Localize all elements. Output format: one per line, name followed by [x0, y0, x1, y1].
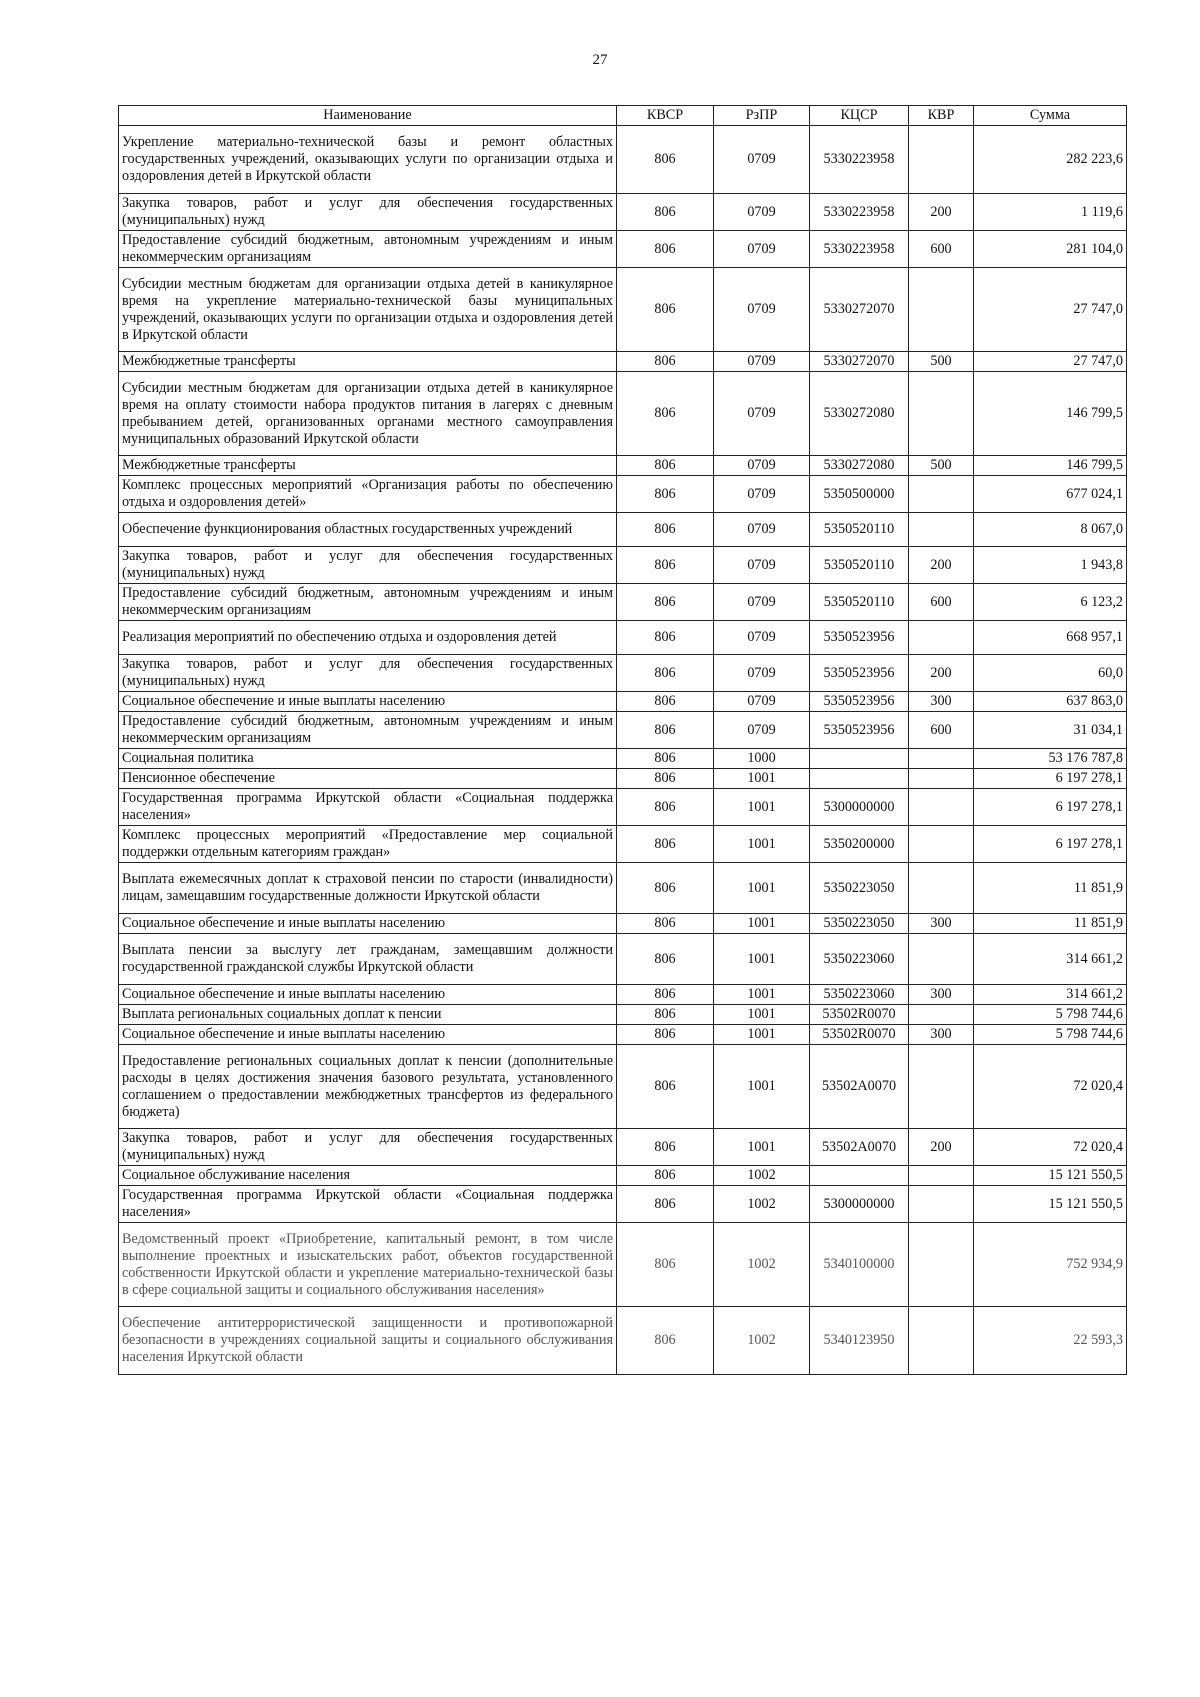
cell-kcsr — [810, 749, 909, 769]
cell-kvsr: 806 — [617, 1045, 714, 1129]
cell-sum: 314 661,2 — [974, 934, 1127, 985]
cell-sum: 53 176 787,8 — [974, 749, 1127, 769]
cell-rzpr: 1002 — [714, 1186, 810, 1223]
cell-kcsr: 5330223958 — [810, 194, 909, 231]
cell-sum: 27 747,0 — [974, 352, 1127, 372]
cell-kvsr: 806 — [617, 934, 714, 985]
cell-kvr: 600 — [909, 584, 974, 621]
cell-name: Субсидии местным бюджетам для организации отдыха детей в каникулярное время на оплату стоимости набора продуктов питания в лагерях с дневным пребыванием детей, организованных органами местного самоуправления муниципальных образований Иркутской области — [119, 372, 617, 456]
cell-kvsr: 806 — [617, 1025, 714, 1045]
table-row — [119, 749, 1127, 769]
cell-sum: 637 863,0 — [974, 692, 1127, 712]
cell-rzpr: 0709 — [714, 352, 810, 372]
cell-kcsr: 5350523956 — [810, 621, 909, 655]
cell-kvr — [909, 863, 974, 914]
cell-name: Социальное обеспечение и иные выплаты населению — [119, 692, 617, 712]
cell-kvsr: 806 — [617, 1166, 714, 1186]
cell-sum: 1 119,6 — [974, 194, 1127, 231]
table-row — [119, 1223, 1127, 1307]
cell-kcsr: 5350223060 — [810, 985, 909, 1005]
cell-name: Закупка товаров, работ и услуг для обеспечения государственных (муниципальных) нужд — [119, 1129, 617, 1166]
cell-kvr: 500 — [909, 456, 974, 476]
cell-sum: 677 024,1 — [974, 476, 1127, 513]
cell-sum: 72 020,4 — [974, 1045, 1127, 1129]
cell-rzpr: 1001 — [714, 789, 810, 826]
table-row — [119, 769, 1127, 789]
table-row — [119, 863, 1127, 914]
cell-rzpr: 0709 — [714, 621, 810, 655]
table-row — [119, 268, 1127, 352]
table-row — [119, 655, 1127, 692]
cell-kcsr: 5340100000 — [810, 1223, 909, 1307]
cell-kvr — [909, 789, 974, 826]
cell-kvr — [909, 513, 974, 547]
cell-kvsr: 806 — [617, 231, 714, 268]
cell-kvr — [909, 1005, 974, 1025]
cell-sum: 281 104,0 — [974, 231, 1127, 268]
table-row — [119, 513, 1127, 547]
cell-kvr — [909, 1223, 974, 1307]
cell-kvr: 500 — [909, 352, 974, 372]
cell-rzpr: 1001 — [714, 914, 810, 934]
cell-kvr — [909, 934, 974, 985]
cell-name: Межбюджетные трансферты — [119, 456, 617, 476]
cell-sum: 11 851,9 — [974, 914, 1127, 934]
cell-sum: 6 197 278,1 — [974, 826, 1127, 863]
cell-rzpr: 1000 — [714, 749, 810, 769]
cell-kvsr: 806 — [617, 372, 714, 456]
table-header-row — [119, 106, 1127, 126]
cell-kvr: 300 — [909, 692, 974, 712]
cell-kvr: 200 — [909, 1129, 974, 1166]
table-row — [119, 231, 1127, 268]
cell-kvsr: 806 — [617, 1129, 714, 1166]
cell-kvsr: 806 — [617, 712, 714, 749]
table-row — [119, 194, 1127, 231]
cell-name: Обеспечение функционирования областных государственных учреждений — [119, 513, 617, 547]
cell-sum: 5 798 744,6 — [974, 1005, 1127, 1025]
cell-name: Социальное обеспечение и иные выплаты населению — [119, 1025, 617, 1045]
cell-rzpr: 0709 — [714, 126, 810, 194]
table-row — [119, 914, 1127, 934]
cell-rzpr: 0709 — [714, 513, 810, 547]
table-row — [119, 985, 1127, 1005]
cell-kvsr: 806 — [617, 769, 714, 789]
cell-rzpr: 0709 — [714, 268, 810, 352]
cell-kvsr: 806 — [617, 1307, 714, 1375]
table-row — [119, 1166, 1127, 1186]
cell-sum: 146 799,5 — [974, 372, 1127, 456]
cell-rzpr: 0709 — [714, 194, 810, 231]
cell-kvr — [909, 268, 974, 352]
cell-sum: 8 067,0 — [974, 513, 1127, 547]
cell-kvsr: 806 — [617, 692, 714, 712]
table-row — [119, 1186, 1127, 1223]
cell-kcsr: 53502A0070 — [810, 1045, 909, 1129]
cell-name: Государственная программа Иркутской области «Социальная поддержка населения» — [119, 1186, 617, 1223]
cell-name: Предоставление субсидий бюджетным, автономным учреждениям и иным некоммерческим организациям — [119, 584, 617, 621]
table-row — [119, 547, 1127, 584]
cell-kvsr: 806 — [617, 1005, 714, 1025]
cell-kvsr: 806 — [617, 749, 714, 769]
cell-name: Социальное обеспечение и иные выплаты населению — [119, 985, 617, 1005]
cell-rzpr: 0709 — [714, 476, 810, 513]
cell-sum: 668 957,1 — [974, 621, 1127, 655]
cell-kvr: 300 — [909, 1025, 974, 1045]
cell-rzpr: 0709 — [714, 712, 810, 749]
cell-kcsr — [810, 769, 909, 789]
cell-name: Субсидии местным бюджетам для организации отдыха детей в каникулярное время на укрепление материально-технической базы муниципальных учреждений, оказывающих услуги по организации отдыха и оздоровления детей в Иркутской области — [119, 268, 617, 352]
table-row — [119, 826, 1127, 863]
cell-name: Закупка товаров, работ и услуг для обеспечения государственных (муниципальных) нужд — [119, 547, 617, 584]
cell-kvr — [909, 826, 974, 863]
cell-sum: 6 197 278,1 — [974, 789, 1127, 826]
cell-rzpr: 1001 — [714, 1005, 810, 1025]
table-row — [119, 1045, 1127, 1129]
cell-sum: 6 197 278,1 — [974, 769, 1127, 789]
cell-sum: 31 034,1 — [974, 712, 1127, 749]
cell-sum: 146 799,5 — [974, 456, 1127, 476]
cell-kvsr: 806 — [617, 655, 714, 692]
cell-name: Закупка товаров, работ и услуг для обеспечения государственных (муниципальных) нужд — [119, 194, 617, 231]
table-row — [119, 621, 1127, 655]
cell-name: Межбюджетные трансферты — [119, 352, 617, 372]
cell-sum: 60,0 — [974, 655, 1127, 692]
cell-sum: 752 934,9 — [974, 1223, 1127, 1307]
cell-rzpr: 1001 — [714, 985, 810, 1005]
cell-kcsr: 5350523956 — [810, 712, 909, 749]
cell-kcsr: 5330272080 — [810, 456, 909, 476]
table-row — [119, 584, 1127, 621]
cell-name: Социальная политика — [119, 749, 617, 769]
table-body — [119, 126, 1127, 1375]
cell-name: Закупка товаров, работ и услуг для обеспечения государственных (муниципальных) нужд — [119, 655, 617, 692]
cell-sum: 5 798 744,6 — [974, 1025, 1127, 1045]
cell-rzpr: 1001 — [714, 1045, 810, 1129]
cell-name: Выплата ежемесячных доплат к страховой пенсии по старости (инвалидности) лицам, замещавшим государственные должности Иркутской области — [119, 863, 617, 914]
table-row — [119, 1025, 1127, 1045]
cell-kvsr: 806 — [617, 547, 714, 584]
cell-kvr — [909, 372, 974, 456]
cell-kcsr: 5350520110 — [810, 513, 909, 547]
cell-kvsr: 806 — [617, 352, 714, 372]
cell-kvsr: 806 — [617, 914, 714, 934]
cell-name: Выплата региональных социальных доплат к пенсии — [119, 1005, 617, 1025]
cell-kvsr: 806 — [617, 456, 714, 476]
cell-kcsr: 5350520110 — [810, 547, 909, 584]
cell-kcsr: 5350520110 — [810, 584, 909, 621]
cell-kvsr: 806 — [617, 826, 714, 863]
cell-sum: 1 943,8 — [974, 547, 1127, 584]
cell-rzpr: 0709 — [714, 584, 810, 621]
cell-kcsr: 53502A0070 — [810, 1129, 909, 1166]
cell-kcsr: 5330272070 — [810, 268, 909, 352]
cell-kvsr: 806 — [617, 584, 714, 621]
cell-kvr — [909, 476, 974, 513]
cell-name: Реализация мероприятий по обеспечению отдыха и оздоровления детей — [119, 621, 617, 655]
cell-kvsr: 806 — [617, 268, 714, 352]
table-row — [119, 126, 1127, 194]
cell-rzpr: 0709 — [714, 372, 810, 456]
cell-kvr: 200 — [909, 655, 974, 692]
cell-kvsr: 806 — [617, 476, 714, 513]
cell-rzpr: 1002 — [714, 1307, 810, 1375]
cell-name: Комплекс процессных мероприятий «Организация работы по обеспечению отдыха и оздоровления детей» — [119, 476, 617, 513]
cell-sum: 314 661,2 — [974, 985, 1127, 1005]
cell-kvr — [909, 621, 974, 655]
cell-name: Обеспечение антитеррористической защищенности и противопожарной безопасности в учреждениях социальной защиты и социального обслуживания населения Иркутской области — [119, 1307, 617, 1375]
cell-kvsr: 806 — [617, 985, 714, 1005]
table-row — [119, 1307, 1127, 1375]
cell-name: Ведомственный проект «Приобретение, капитальный ремонт, в том числе выполнение проектных и изыскательских работ, объектов государственной собственности Иркутской области и укрепление материально-технической базы в сфере социальной защиты и социального обслуживания населения» — [119, 1223, 617, 1307]
table-row — [119, 692, 1127, 712]
cell-kcsr — [810, 1166, 909, 1186]
cell-kvsr: 806 — [617, 194, 714, 231]
cell-kcsr: 5350223050 — [810, 914, 909, 934]
cell-kvr — [909, 749, 974, 769]
cell-kvsr: 806 — [617, 513, 714, 547]
cell-rzpr: 0709 — [714, 231, 810, 268]
cell-rzpr: 0709 — [714, 456, 810, 476]
cell-rzpr: 1001 — [714, 1025, 810, 1045]
cell-kcsr: 5350500000 — [810, 476, 909, 513]
header-kcsr: КЦСР — [810, 106, 909, 126]
cell-kcsr: 5330223958 — [810, 126, 909, 194]
header-sum: Сумма — [974, 106, 1127, 126]
cell-rzpr: 1002 — [714, 1166, 810, 1186]
table-row — [119, 712, 1127, 749]
cell-kcsr: 5330272070 — [810, 352, 909, 372]
table-row — [119, 476, 1127, 513]
cell-sum: 15 121 550,5 — [974, 1166, 1127, 1186]
header-kvr: КВР — [909, 106, 974, 126]
page-number: 27 — [592, 52, 608, 68]
cell-sum: 6 123,2 — [974, 584, 1127, 621]
table-row — [119, 352, 1127, 372]
cell-kvsr: 806 — [617, 863, 714, 914]
cell-kcsr: 5330223958 — [810, 231, 909, 268]
cell-name: Предоставление субсидий бюджетным, автономным учреждениям и иным некоммерческим организациям — [119, 231, 617, 268]
cell-kvr: 600 — [909, 231, 974, 268]
cell-sum: 15 121 550,5 — [974, 1186, 1127, 1223]
table-row — [119, 789, 1127, 826]
table-row — [119, 456, 1127, 476]
header-name: Наименование — [119, 106, 617, 126]
cell-kcsr: 5350223050 — [810, 863, 909, 914]
cell-kvsr: 806 — [617, 789, 714, 826]
header-rzpr: РзПР — [714, 106, 810, 126]
cell-kvr: 300 — [909, 914, 974, 934]
cell-name: Государственная программа Иркутской области «Социальная поддержка населения» — [119, 789, 617, 826]
cell-rzpr: 0709 — [714, 655, 810, 692]
cell-rzpr: 1001 — [714, 769, 810, 789]
cell-sum: 72 020,4 — [974, 1129, 1127, 1166]
cell-name: Укрепление материально-технической базы и ремонт областных государственных учреждений, оказывающих услуги по организации отдыха и оздоровления детей в Иркутской области — [119, 126, 617, 194]
cell-kcsr: 5350200000 — [810, 826, 909, 863]
cell-name: Предоставление субсидий бюджетным, автономным учреждениям и иным некоммерческим организациям — [119, 712, 617, 749]
cell-kcsr: 5300000000 — [810, 789, 909, 826]
cell-rzpr: 0709 — [714, 547, 810, 584]
cell-kcsr: 5340123950 — [810, 1307, 909, 1375]
cell-name: Выплата пенсии за выслугу лет гражданам, замещавшим должности государственной гражданской службы Иркутской области — [119, 934, 617, 985]
cell-kvr: 300 — [909, 985, 974, 1005]
cell-rzpr: 1002 — [714, 1223, 810, 1307]
header-kvsr: КВСР — [617, 106, 714, 126]
cell-name: Пенсионное обеспечение — [119, 769, 617, 789]
cell-kcsr: 5300000000 — [810, 1186, 909, 1223]
cell-kcsr: 53502R0070 — [810, 1005, 909, 1025]
cell-kvr: 200 — [909, 547, 974, 584]
budget-table — [118, 105, 1127, 1375]
cell-kcsr: 5350523956 — [810, 655, 909, 692]
cell-rzpr: 1001 — [714, 863, 810, 914]
cell-sum: 282 223,6 — [974, 126, 1127, 194]
cell-kvr — [909, 769, 974, 789]
cell-name: Социальное обслуживание населения — [119, 1166, 617, 1186]
cell-kvr — [909, 1307, 974, 1375]
cell-sum: 22 593,3 — [974, 1307, 1127, 1375]
cell-kcsr: 5330272080 — [810, 372, 909, 456]
cell-rzpr: 0709 — [714, 692, 810, 712]
cell-kvsr: 806 — [617, 621, 714, 655]
cell-kvr — [909, 1186, 974, 1223]
cell-kvsr: 806 — [617, 1186, 714, 1223]
cell-kvr: 200 — [909, 194, 974, 231]
cell-rzpr: 1001 — [714, 1129, 810, 1166]
table-row — [119, 934, 1127, 985]
cell-name: Социальное обеспечение и иные выплаты населению — [119, 914, 617, 934]
table-row — [119, 372, 1127, 456]
table-row — [119, 1129, 1127, 1166]
cell-name: Комплекс процессных мероприятий «Предоставление мер социальной поддержки отдельным категориям граждан» — [119, 826, 617, 863]
cell-kvr — [909, 1045, 974, 1129]
cell-kcsr: 53502R0070 — [810, 1025, 909, 1045]
cell-kvr — [909, 126, 974, 194]
cell-kvsr: 806 — [617, 1223, 714, 1307]
cell-rzpr: 1001 — [714, 826, 810, 863]
cell-sum: 27 747,0 — [974, 268, 1127, 352]
cell-kvr: 600 — [909, 712, 974, 749]
table-row — [119, 1005, 1127, 1025]
cell-kvsr: 806 — [617, 126, 714, 194]
cell-kcsr: 5350523956 — [810, 692, 909, 712]
cell-sum: 11 851,9 — [974, 863, 1127, 914]
cell-rzpr: 1001 — [714, 934, 810, 985]
cell-kcsr: 5350223060 — [810, 934, 909, 985]
cell-kvr — [909, 1166, 974, 1186]
cell-name: Предоставление региональных социальных доплат к пенсии (дополнительные расходы в целях достижения значения базового результата, установленного соглашением о предоставлении межбюджетных трансфертов из федерального бюджета) — [119, 1045, 617, 1129]
